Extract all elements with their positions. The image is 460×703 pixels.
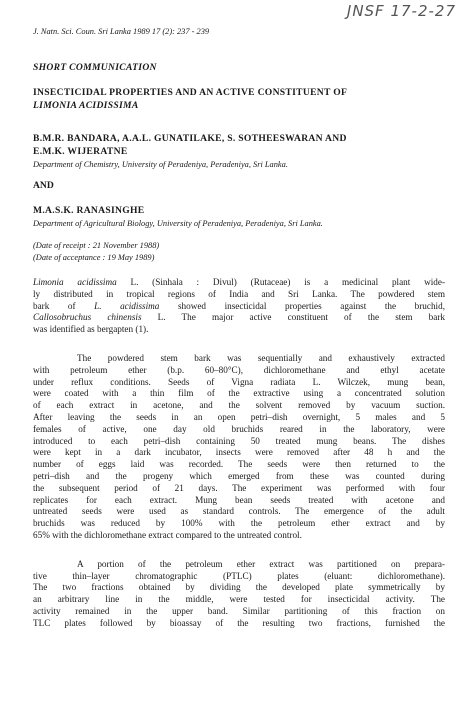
methods-line: with petroleum ether (b.p. 60–80°C), dichloromethane and ethyl acetate [33, 364, 445, 375]
paper-title-line-1: INSECTICIDAL PROPERTIES AND AN ACTIVE CONSTITUENT OF [33, 86, 348, 98]
handwritten-reference-note: JNSF 17-2-27 [346, 2, 456, 20]
affiliation-agri-biology: Department of Agricultural Biology, University of Peradeniya, Peradeniya, Sri Lanka. [33, 219, 323, 229]
methods-line: females of active, one day old bruchids reared in the laboratory, were [33, 423, 445, 434]
methods-line: under reflux conditions. Seeds of Vigna radiata L. Wilczek, mung bean, [33, 376, 445, 387]
fractionation-line: The two fractions obtained by dividing the developed plate symmetrically by [33, 582, 445, 593]
methods-line: introduced to each petri–dish containing 50 treated mung beans. The dishes [33, 435, 445, 446]
author-list-1 [33, 132, 445, 158]
author-list-2: M.A.S.K. RANASINGHE [33, 205, 145, 217]
intro-line: ly distributed in tropical regions of India and Sri Lanka. The powdered stem [33, 288, 445, 299]
paper-title-line-2: LIMONIA ACIDISSIMA [33, 99, 139, 111]
methods-line: untreated seeds were used as standard controls. The emergence of the adult [33, 506, 445, 517]
author-list-1-line-2: E.M.K. WIJERATNE [33, 145, 128, 157]
journal-page [33, 26, 445, 647]
species-name: L. acidissima [94, 300, 160, 311]
and-separator: AND [33, 180, 54, 192]
author-list-1-line-1: B.M.R. BANDARA, A.A.L. GUNATILAKE, S. SOTHEESWARAN AND [33, 132, 347, 144]
intro-line: was identified as bergapten (1). [33, 324, 149, 335]
methods-line: petri–dish and the progeny which emerged from these was counted during [33, 470, 445, 481]
methods-line: number of eggs laid was recorded. The seeds were then returned to the [33, 459, 445, 470]
intro-line [33, 312, 445, 324]
intro-paragraph [33, 277, 445, 336]
date-of-acceptance: (Date of acceptance : 19 May 1989) [33, 252, 155, 262]
methods-line: The powdered stem bark was sequentially and exhaustively extracted [77, 352, 445, 363]
fractionation-line: an arbitrary line in the middle, were tested for insecticidal activity. The [33, 594, 445, 605]
methods-line: bruchids was reduced by 100% with the petroleum ether extract and by [33, 518, 445, 529]
methods-line: of each extract in acetone, and the solvent removed by vacuum suction. [33, 400, 445, 411]
date-of-receipt: (Date of receipt : 21 November 1988) [33, 240, 160, 250]
intro-text: bark of [33, 300, 95, 311]
species-name: Limonia acidissima [33, 276, 117, 287]
fractionation-line: tive thin–layer chromatographic (PTLC) plates (eluant: dichloromethane). [33, 570, 445, 581]
fractionation-line: activity remained in the upper band. Similar partitioning of this fraction on [33, 605, 445, 616]
intro-text: showed insecticidal properties against the bruchid, [159, 300, 445, 311]
methods-line: replicates for each extract. Mung bean seeds treated with acetone and [33, 494, 445, 505]
species-name: Callosobruchus chinensis [33, 312, 142, 323]
intro-line [33, 277, 445, 289]
methods-line: the subsequent period of 21 days. The experiment was performed with four [33, 482, 445, 493]
fractionation-line: A portion of the petroleum ether extract was partitioned on prepara- [77, 558, 445, 569]
journal-citation: J. Natn. Sci. Coun. Sri Lanka 1989 17 (2): 237 - 239 [33, 27, 210, 36]
intro-text: L. The major active constituent of the stem bark [141, 312, 446, 323]
submission-dates [33, 240, 445, 264]
paper-title [33, 86, 445, 112]
intro-text: L. (Sinhala : Divul) (Rutaceae) is a medicinal plant wide- [116, 276, 446, 287]
fractionation-paragraph [33, 559, 445, 630]
section-label: SHORT COMMUNICATION [33, 61, 157, 73]
methods-line: After leaving the seeds in an open petri–dish overnight, 5 males and 5 [33, 411, 445, 422]
intro-line [33, 301, 445, 313]
fractionation-line: TLC plates followed by bioassay of the resulting two fractions, furnished the [33, 617, 445, 628]
methods-line: were coated with a thin film of the extractive using a concentrated solution [33, 388, 445, 399]
affiliation-chemistry: Department of Chemistry, University of Peradeniya, Peradeniya, Sri Lanka. [33, 159, 288, 169]
methods-line: were kept in a dark incubator, insects were removed after 48 h and the [33, 447, 445, 458]
methods-paragraph [33, 353, 445, 542]
methods-line: 65% with the dichloromethane extract compared to the untreated control. [33, 529, 302, 540]
